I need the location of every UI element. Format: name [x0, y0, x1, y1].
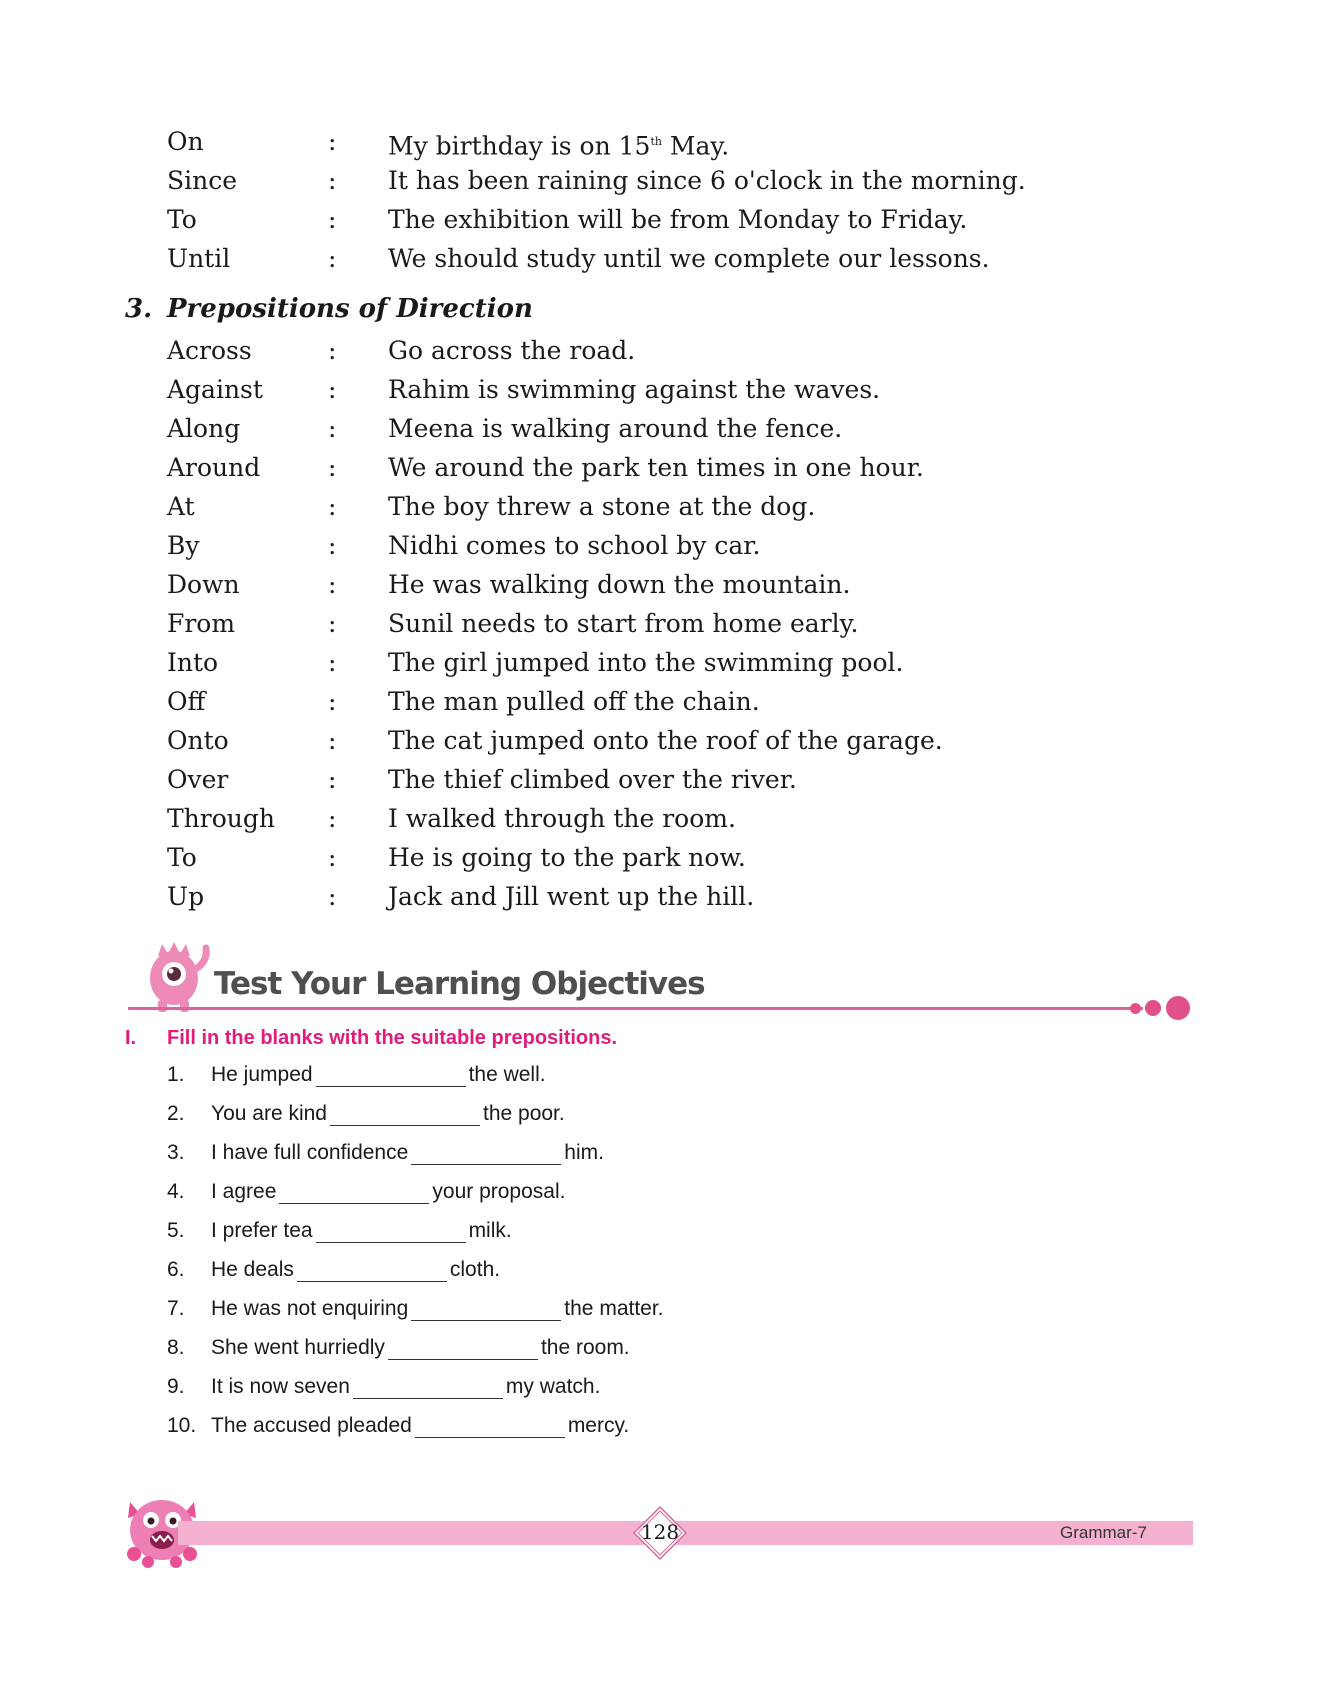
example-sentence: The cat jumped onto the roof of the garage.	[388, 726, 943, 755]
question-text: I have full confidence him.	[211, 1135, 604, 1171]
exercise-number: I.	[125, 1027, 137, 1049]
colon-separator: :	[328, 687, 337, 716]
dot-icon	[1130, 1003, 1141, 1014]
dot-icon	[1145, 1000, 1161, 1016]
colon-separator: :	[328, 127, 337, 156]
question-number: 9.	[167, 1375, 185, 1398]
example-sentence: My birthday is on 15th May.	[388, 131, 730, 161]
blank-field[interactable]	[415, 1411, 565, 1438]
preposition-term: Around	[167, 453, 261, 482]
colon-separator: :	[328, 648, 337, 677]
colon-separator: :	[328, 453, 337, 482]
question-text: He was not enquiring the matter.	[211, 1291, 664, 1327]
colon-separator: :	[328, 205, 337, 234]
blank-field[interactable]	[411, 1138, 561, 1165]
example-sentence: Jack and Jill went up the hill.	[388, 882, 755, 911]
question-text: It is now seven my watch.	[211, 1369, 600, 1405]
blank-field[interactable]	[330, 1099, 480, 1126]
preposition-term: Off	[167, 687, 206, 716]
blank-field[interactable]	[316, 1060, 466, 1087]
preposition-term: Onto	[167, 726, 229, 755]
preposition-term: To	[167, 843, 197, 872]
colon-separator: :	[328, 244, 337, 273]
example-sentence: Go across the road.	[388, 336, 636, 365]
question-number: 3.	[167, 1141, 185, 1164]
question-number: 1.	[167, 1063, 185, 1086]
colon-separator: :	[328, 609, 337, 638]
question-number: 6.	[167, 1258, 185, 1281]
example-sentence: Nidhi comes to school by car.	[388, 531, 761, 560]
section-heading: 3. Prepositions of Direction	[125, 294, 533, 324]
colon-separator: :	[328, 375, 337, 404]
preposition-term: Until	[167, 244, 231, 273]
example-sentence: He was walking down the mountain.	[388, 570, 851, 599]
question-number: 10.	[167, 1414, 197, 1437]
example-sentence: The man pulled off the chain.	[388, 687, 760, 716]
example-sentence: We should study until we complete our lessons.	[388, 244, 990, 273]
question-text: I agree your proposal.	[211, 1174, 565, 1210]
preposition-term: To	[167, 205, 197, 234]
question-number: 7.	[167, 1297, 185, 1320]
question-number: 4.	[167, 1180, 185, 1203]
colon-separator: :	[328, 570, 337, 599]
book-title: Grammar-7	[1060, 1523, 1147, 1542]
preposition-term: Over	[167, 765, 229, 794]
blank-field[interactable]	[353, 1372, 503, 1399]
blank-field[interactable]	[388, 1333, 538, 1360]
question-text: The accused pleaded mercy.	[211, 1408, 629, 1444]
preposition-term: Across	[167, 336, 252, 365]
blank-field[interactable]	[279, 1177, 429, 1204]
example-sentence: The thief climbed over the river.	[388, 765, 797, 794]
preposition-term: Down	[167, 570, 240, 599]
preposition-term: Along	[167, 414, 241, 443]
preposition-term: Since	[167, 166, 238, 195]
question-number: 2.	[167, 1102, 185, 1125]
preposition-term: From	[167, 609, 236, 638]
colon-separator: :	[328, 531, 337, 560]
preposition-term: Against	[167, 375, 263, 404]
colon-separator: :	[328, 166, 337, 195]
question-text: I prefer tea milk.	[211, 1213, 512, 1249]
exercise-instruction: Fill in the blanks with the suitable prepositions.	[167, 1027, 618, 1049]
question-text: He deals cloth.	[211, 1252, 500, 1288]
preposition-term: Up	[167, 882, 205, 911]
colon-separator: :	[328, 336, 337, 365]
preposition-term: Through	[167, 804, 275, 833]
example-sentence: Sunil needs to start from home early.	[388, 609, 859, 638]
colon-separator: :	[328, 804, 337, 833]
colon-separator: :	[328, 726, 337, 755]
example-sentence: It has been raining since 6 o'clock in the morning.	[388, 166, 1026, 195]
blank-field[interactable]	[411, 1294, 561, 1321]
preposition-term: Into	[167, 648, 219, 677]
dot-icon	[1166, 996, 1190, 1020]
example-sentence: I walked through the room.	[388, 804, 736, 833]
example-sentence: Rahim is swimming against the waves.	[388, 375, 881, 404]
preposition-term: On	[167, 127, 204, 156]
mascot-icon	[136, 940, 218, 1012]
preposition-term: At	[167, 492, 195, 521]
blank-field[interactable]	[297, 1255, 447, 1282]
question-text: You are kind the poor.	[211, 1096, 565, 1132]
colon-separator: :	[328, 765, 337, 794]
colon-separator: :	[328, 492, 337, 521]
question-number: 5.	[167, 1219, 185, 1242]
example-sentence: He is going to the park now.	[388, 843, 746, 872]
example-sentence: The girl jumped into the swimming pool.	[388, 648, 904, 677]
colon-separator: :	[328, 882, 337, 911]
colon-separator: :	[328, 843, 337, 872]
banner-title: Test Your Learning Objectives	[214, 966, 705, 1002]
example-sentence: Meena is walking around the fence.	[388, 414, 843, 443]
question-number: 8.	[167, 1336, 185, 1359]
blank-field[interactable]	[316, 1216, 466, 1243]
banner-divider	[128, 1007, 1143, 1010]
example-sentence: The exhibition will be from Monday to Friday.	[388, 205, 968, 234]
page-number: 128	[640, 1520, 680, 1544]
example-sentence: We around the park ten times in one hour.	[388, 453, 924, 482]
colon-separator: :	[328, 414, 337, 443]
preposition-term: By	[167, 531, 200, 560]
question-text: She went hurriedly the room.	[211, 1330, 630, 1366]
question-text: He jumped the well.	[211, 1057, 546, 1093]
example-sentence: The boy threw a stone at the dog.	[388, 492, 816, 521]
